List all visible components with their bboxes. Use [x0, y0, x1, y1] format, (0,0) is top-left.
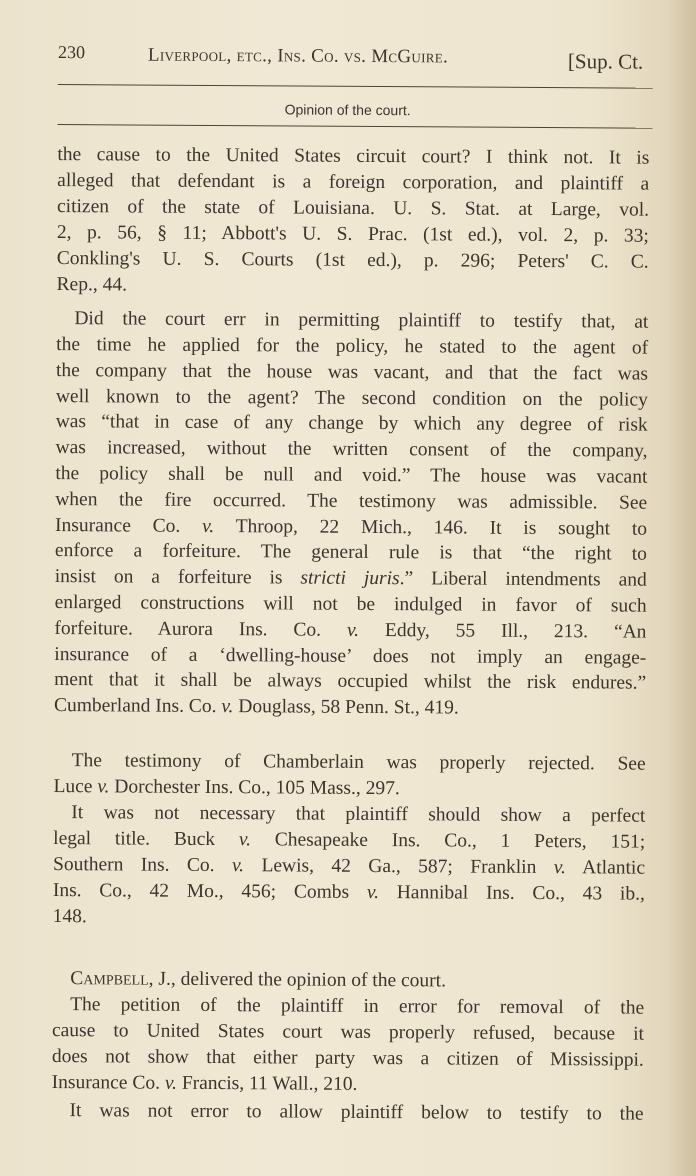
text-line: Ins. Co., 42 Mo., 456; Combs v. Hannibal Ins. Co., 43 ib., [52, 880, 645, 905]
text-line: Rep., 44. [56, 274, 128, 296]
text-line: the time he applied for the policy, he stated to the agent of [56, 334, 649, 359]
text-line: Luce v. Dorchester Ins. Co., 105 Mass., 297. [53, 776, 400, 800]
text-line: Insurance Co. v. Francis, 11 Wall., 210. [51, 1072, 358, 1095]
subheader-rule [58, 124, 653, 129]
page-number: 230 [57, 42, 86, 63]
text-line: does not show that either party was a citizen of Mississippi. [51, 1046, 644, 1071]
text-line: well known to the agent? The second condition on the policy [55, 386, 648, 411]
text-line: was increased, without the written consent of the company, [55, 437, 648, 462]
running-title: Liverpool, etc., Ins. Co. vs. McGuire. [147, 44, 449, 68]
text-line: insist on a forfeiture is stricti juris.” Liberal intendments and [54, 566, 647, 591]
text-line: when the fire occurred. The testimony was admissible. See [55, 489, 648, 514]
text-line: Conkling's U. S. Courts (1st ed.), p. 296; Peters' C. C. [56, 248, 649, 273]
text-line: was “that in case of any change by which any degree of risk [55, 411, 648, 436]
text-line: 2, p. 56, § 11; Abbott's U. S. Prac. (1st ed.), vol. 2, p. 33; [56, 222, 649, 247]
text-line: The testimony of Chamberlain was properly rejected. See [71, 750, 646, 775]
text-line: Did the court err in permitting plaintiff to testify that, at [74, 308, 649, 333]
text-line: the company that the house was vacant, and that the fact was [55, 360, 649, 385]
text-line: Southern Ins. Co. v. Lewis, 42 Ga., 587; Franklin v. Atlantic [52, 854, 646, 879]
text-line: cause to United States court was properly refused, because it [51, 1020, 645, 1045]
text-line: It was not necessary that plaintiff should show a perfect [71, 802, 646, 827]
text-line: insurance of a ‘dwelling-house’ does not imply an engage- [54, 644, 647, 669]
text-line: It was not error to allow plaintiff below to testify to the [69, 1100, 644, 1125]
text-line: Insurance Co. v. Throop, 22 Mich., 146. It is sought to [55, 515, 648, 540]
text-line: legal title. Buck v. Chesapeake Ins. Co., 1 Peters, 151; [53, 828, 646, 853]
text-line: enlarged constructions will not be indulged in favor of such [54, 592, 647, 617]
court-label: [Sup. Ct. [567, 49, 644, 74]
text-line: the policy shall be null and void.” The house was vacant [55, 463, 648, 488]
text-line: citizen of the state of Louisiana. U. S. Stat. at Large, vol. [56, 196, 650, 221]
text-line: Campbell, J., delivered the opinion of the court. [70, 968, 447, 992]
text-line: 148. [52, 906, 87, 928]
text-line: forfeiture. Aurora Ins. Co. v. Eddy, 55 Ill., 213. “An [54, 618, 647, 643]
running-header [58, 38, 658, 72]
text-line: alleged that defendant is a foreign corporation, and plaintiff a [57, 170, 650, 195]
text-line: The petition of the plaintiff in error for removal of the [70, 994, 645, 1019]
section-subheader: Opinion of the court. [284, 101, 411, 119]
header-rule [58, 84, 653, 89]
text-line: ment that it shall be always occupied whilst the risk endures.” [54, 669, 647, 694]
text-line: Cumberland Ins. Co. v. Douglass, 58 Penn. St., 419. [53, 695, 459, 719]
text-line: the cause to the United States circuit court? I think not. It is [57, 144, 650, 169]
text-line: enforce a forfeiture. The general rule is that “the right to [54, 540, 647, 565]
